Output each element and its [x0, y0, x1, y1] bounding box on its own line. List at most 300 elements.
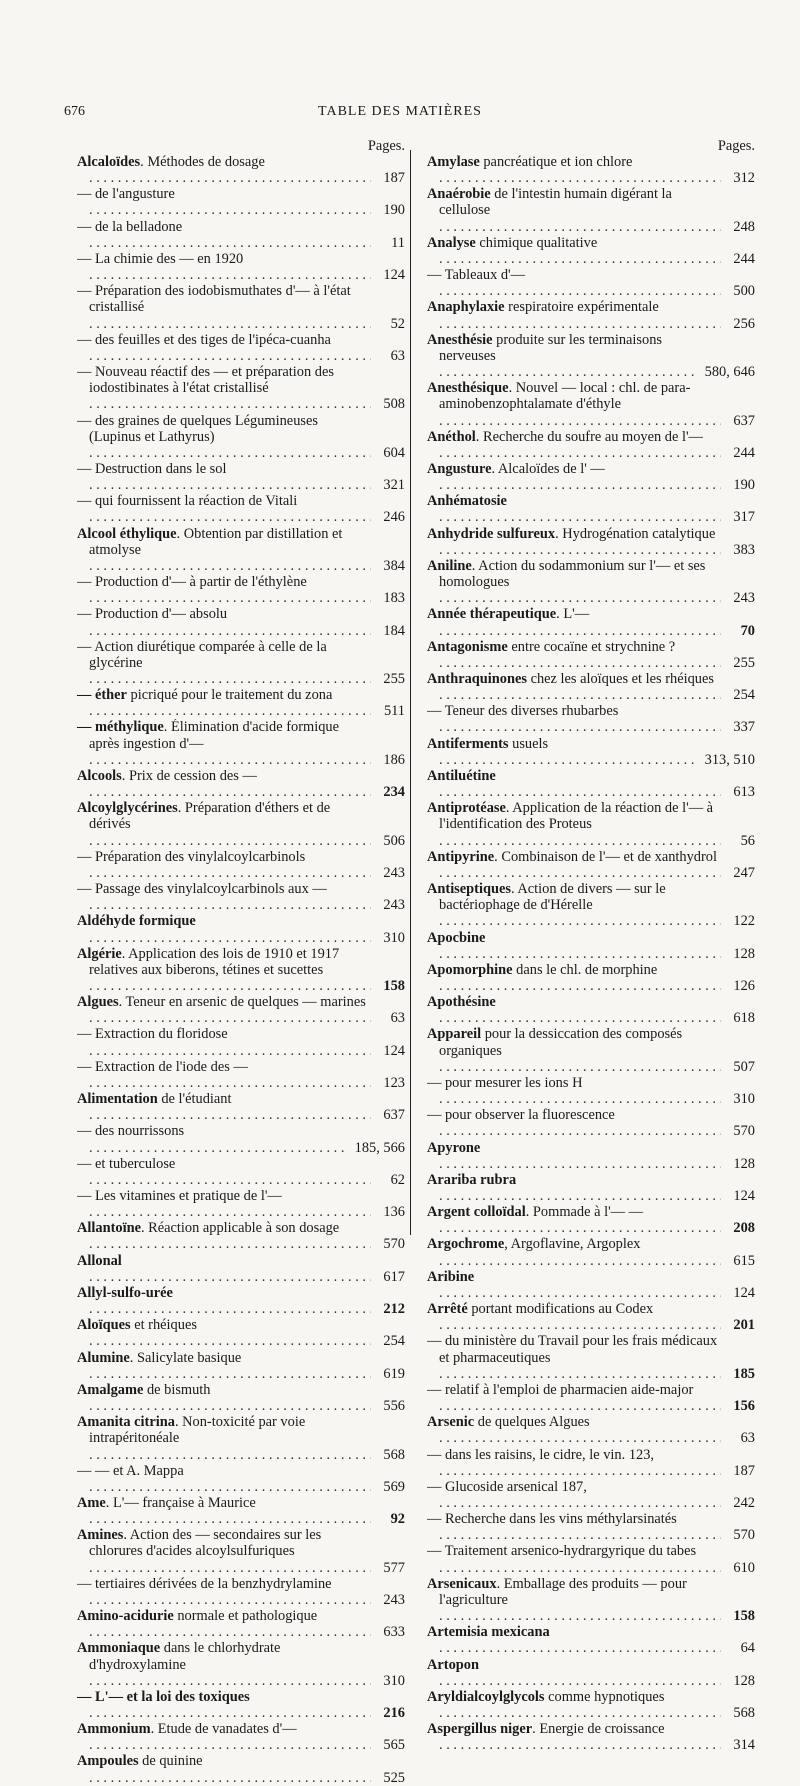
index-entry — [77, 1414, 405, 1462]
entry-heading: Argochrome — [427, 1236, 505, 1253]
entry-heading: Aldéhyde formique — [77, 913, 196, 930]
entry-page-number: 243 — [383, 897, 405, 914]
entry-page-number: 124 — [733, 1284, 755, 1301]
entry-description: . Action des — secondaires sur les chlorures d'acides alcoylsulfuriques — [89, 1527, 322, 1560]
entry-heading: Apomorphine — [427, 961, 513, 978]
entry-description: chez les aloïques et les rhéiques — [526, 671, 714, 687]
index-entry — [77, 687, 405, 719]
entry-description: et rhéiques — [130, 1317, 197, 1334]
entry-heading: Arrêté — [427, 1301, 468, 1318]
entry-page-number: 254 — [383, 1333, 405, 1350]
entry-page-number: 507 — [733, 1058, 755, 1075]
entry-heading: Allantoïne — [77, 1220, 141, 1237]
entry-page-number: 122 — [733, 913, 755, 930]
entry-text — [77, 1495, 371, 1527]
entry-text — [427, 994, 721, 1026]
entry-description: usuels — [508, 735, 549, 752]
entry-list-right — [427, 154, 755, 1753]
entry-page-number: 183 — [383, 590, 405, 607]
entry-text — [77, 687, 371, 719]
entry-description: entre cocaïne et strychnine ? — [507, 638, 676, 655]
entry-text — [427, 1479, 721, 1511]
index-entry — [427, 800, 755, 848]
entry-description: comme hypnotiques — [544, 1688, 665, 1705]
entry-text — [77, 1689, 371, 1721]
index-entry — [427, 1689, 755, 1721]
entry-page-number: 610 — [733, 1559, 755, 1576]
entry-heading: Ammonium — [77, 1721, 151, 1738]
entry-description: — Glucoside arsenical 187, — [427, 1478, 587, 1495]
entry-text — [427, 1333, 721, 1381]
entry-description: de l'intestin humain digérant la cellulose — [439, 186, 672, 219]
entry-page-number: 243 — [383, 864, 405, 881]
entry-page-number: 208 — [733, 1220, 755, 1237]
entry-heading: Argent colloïdal — [427, 1204, 526, 1221]
entry-description: — Nouveau réactif des — et préparation des iodostibinates à l'état cristallisé — [77, 364, 334, 397]
entry-description: — Recherche dans les vins méthylarsinatés — [427, 1511, 677, 1528]
entry-page-number: 64 — [740, 1640, 755, 1657]
entry-text — [427, 1414, 721, 1446]
index-entry — [427, 299, 755, 331]
entry-heading: Apocbine — [427, 929, 486, 946]
index-entry — [427, 332, 755, 380]
entry-text — [427, 1236, 721, 1268]
entry-description: — des nourrissons — [77, 1123, 185, 1140]
index-entry — [77, 1253, 405, 1285]
entry-heading: Analyse — [427, 234, 476, 251]
entry-description: — Production d'— à partir de l'éthylène — [77, 574, 307, 591]
index-entry — [77, 526, 405, 574]
entry-text — [77, 251, 371, 283]
entry-page-number: 556 — [383, 1398, 405, 1415]
index-entry — [77, 251, 405, 283]
entry-heading: Ampoules — [77, 1753, 139, 1770]
entry-page-number: 128 — [733, 945, 755, 962]
entry-text — [77, 1463, 371, 1495]
entry-text — [77, 1640, 371, 1688]
entry-text — [427, 1689, 721, 1721]
entry-text — [427, 267, 721, 299]
entry-heading: Amanita citrina — [77, 1414, 175, 1431]
entry-description: — relatif à l'emploi de pharmacien aide-major — [427, 1381, 694, 1398]
index-entry — [77, 283, 405, 331]
entry-text — [427, 429, 721, 461]
index-entry — [427, 1204, 755, 1236]
entry-heading: Anhématosie — [427, 493, 507, 510]
entry-page-number: 568 — [733, 1705, 755, 1721]
entry-description: . Recherche du soufre au moyen de l'— — [475, 428, 703, 445]
entry-text — [427, 671, 721, 703]
index-entry — [77, 881, 405, 913]
entry-description: . Non-toxicité par voie intrapéritonéale — [89, 1414, 306, 1447]
entry-page-number: 313, 510 — [704, 751, 755, 768]
index-entry — [77, 1350, 405, 1382]
entry-page-number: 243 — [733, 590, 755, 607]
entry-page-number: 618 — [733, 1010, 755, 1027]
index-entry — [77, 719, 405, 767]
entry-description: — de la belladone — [77, 218, 183, 235]
index-entry — [427, 1576, 755, 1624]
entry-page-number: 310 — [383, 929, 405, 946]
index-entry — [77, 1721, 405, 1753]
entry-page-number: 156 — [733, 1398, 755, 1415]
entry-description: — Préparation des vinylalcoylcarbinols — [77, 848, 306, 865]
entry-text — [77, 639, 371, 687]
entry-heading: Amylase — [427, 154, 480, 170]
index-entry — [77, 994, 405, 1026]
index-entry — [77, 1026, 405, 1058]
entry-description: de quelques Algues — [474, 1414, 590, 1431]
entry-description: — qui fournissent la réaction de Vitali — [77, 493, 298, 510]
entry-page-number: 185 — [733, 1365, 755, 1382]
entry-page-number: 11 — [391, 234, 405, 251]
index-entry — [427, 1721, 755, 1753]
entry-heading: Apothésine — [427, 994, 496, 1011]
entry-description: . L'— — [556, 606, 590, 623]
entry-text — [427, 332, 699, 380]
entry-description: — et tuberculose — [77, 1155, 176, 1172]
index-entry — [77, 1220, 405, 1252]
entry-heading: Allonal — [77, 1252, 122, 1269]
entry-page-number: 580, 646 — [704, 364, 755, 381]
entry-text — [77, 1285, 371, 1317]
entry-text — [427, 962, 721, 994]
entry-page-number: 124 — [733, 1188, 755, 1204]
entry-description: . Préparation d'éthers et de dérivés — [89, 800, 331, 833]
index-entry — [77, 493, 405, 525]
entry-description: de bismuth — [143, 1381, 211, 1398]
entry-page-number: 570 — [733, 1123, 755, 1140]
index-entry — [77, 1576, 405, 1608]
entry-page-number: 158 — [733, 1608, 755, 1625]
index-entry — [77, 639, 405, 687]
entry-text — [427, 1721, 721, 1753]
index-entry — [77, 1123, 405, 1155]
entry-heading: Arariba rubra — [427, 1171, 517, 1188]
entry-description: — Production d'— absolu — [77, 606, 228, 623]
entry-description: — des feuilles et des tiges de l'ipéca-cuanha — [77, 331, 331, 348]
index-entry — [427, 267, 755, 299]
entry-page-number: 184 — [383, 622, 405, 639]
entry-page-number: 247 — [733, 864, 755, 881]
entry-page-number: 187 — [383, 170, 405, 187]
entry-page-number: 56 — [740, 832, 755, 849]
entry-text — [427, 493, 721, 525]
entry-page-number: 383 — [733, 541, 755, 558]
entry-text — [77, 946, 371, 994]
entry-text — [77, 1188, 371, 1220]
entry-page-number: 246 — [383, 509, 405, 526]
entry-heading: Algérie — [77, 945, 122, 962]
entry-description: — Extraction du floridose — [77, 1026, 228, 1043]
entry-description: normale et pathologique — [173, 1608, 318, 1625]
entry-heading: Anaérobie — [427, 186, 491, 203]
index-entry — [427, 1543, 755, 1575]
entry-page-number: 123 — [383, 1074, 405, 1091]
entry-heading: Aloïques — [77, 1317, 131, 1334]
entry-description: respiratoire expérimentale — [504, 299, 659, 316]
entry-heading: Alcool éthylique — [77, 525, 177, 542]
entry-text — [427, 768, 721, 800]
entry-text — [427, 461, 721, 493]
entry-list-left — [77, 154, 405, 1786]
entry-text — [427, 736, 699, 768]
entry-description: . Obtention par distillation et atmolyse — [89, 525, 343, 558]
index-entry — [427, 1624, 755, 1656]
entry-description: . Emballage des produits — pour l'agriculture — [439, 1575, 687, 1608]
entry-page-number: 613 — [733, 784, 755, 801]
index-entry — [427, 1414, 755, 1446]
index-entry — [427, 606, 755, 638]
entry-page-number: 570 — [733, 1527, 755, 1544]
index-entry — [427, 1269, 755, 1301]
index-entry — [77, 1495, 405, 1527]
entry-text — [77, 1414, 371, 1462]
entry-text — [427, 606, 721, 638]
entry-description: — pour mesurer les ions H — [427, 1074, 583, 1091]
entry-description: — Les vitamines et pratique de l'— — [77, 1188, 282, 1204]
entry-text — [77, 1721, 371, 1753]
entry-description: . Pommade à l'— — — [525, 1204, 644, 1221]
entry-text — [427, 639, 721, 671]
entry-text — [77, 526, 371, 574]
entry-page-number: 506 — [383, 832, 405, 849]
index-entry — [77, 1382, 405, 1414]
entry-text — [427, 1172, 721, 1204]
index-entry — [427, 1447, 755, 1479]
entry-heading: Antiseptiques — [427, 881, 511, 898]
entry-description: . Réaction applicable à son dosage — [140, 1220, 340, 1237]
index-entry — [427, 1479, 755, 1511]
entry-text — [427, 1657, 721, 1689]
entry-text — [427, 154, 721, 186]
index-entry — [77, 1059, 405, 1091]
entry-description: . Hydrogénation catalytique — [555, 525, 716, 542]
entry-text — [77, 800, 371, 848]
entry-heading: Antiprotéase — [427, 800, 506, 817]
entry-page-number: 310 — [733, 1091, 755, 1108]
entry-text — [427, 186, 721, 234]
entry-page-number: 565 — [383, 1737, 405, 1754]
entry-description: de quinine — [138, 1753, 203, 1770]
index-entry — [77, 1463, 405, 1495]
entry-description: — Traitement arsenico-hydrargyrique du tabes — [427, 1543, 697, 1560]
index-column-right — [427, 138, 755, 1753]
entry-page-number: 190 — [733, 477, 755, 494]
index-entry — [77, 1285, 405, 1317]
entry-description: . Action du sodammonium sur l'— et ses homologues — [439, 557, 706, 591]
entry-heading: Antiluétine — [427, 767, 496, 784]
entry-text — [427, 800, 721, 848]
entry-text — [77, 1608, 371, 1640]
entry-page-number: 185, 566 — [354, 1139, 405, 1156]
entry-page-number: 615 — [733, 1252, 755, 1269]
entry-description: , Argoflavine, Argoplex — [504, 1236, 641, 1253]
entry-heading: Antiferments — [427, 735, 509, 752]
index-entry — [427, 526, 755, 558]
page-number: 676 — [64, 104, 85, 119]
entry-text — [77, 1317, 371, 1349]
entry-page-number: 511 — [383, 703, 405, 720]
entry-page-number: 124 — [383, 1042, 405, 1059]
entry-description: . Application de la réaction de l'— à l'identification des Proteus — [439, 800, 714, 833]
entry-text — [77, 849, 371, 881]
entry-description: — Destruction dans le sol — [77, 460, 227, 477]
entry-heading: Amino-acidurie — [77, 1608, 174, 1625]
entry-description: . L'— française à Maurice — [105, 1494, 256, 1511]
entry-text — [427, 558, 721, 606]
index-entry — [427, 736, 755, 768]
index-entry — [427, 461, 755, 493]
entry-description: — Préparation des iodobismuthates d'— à l'état cristallisé — [77, 283, 351, 316]
entry-text — [77, 219, 371, 251]
entry-description: . Teneur en arsenic de quelques — marines — [118, 994, 366, 1011]
index-entry — [427, 1026, 755, 1074]
entry-heading: Alimentation — [77, 1091, 158, 1108]
entry-heading: Arsenicaux — [427, 1575, 497, 1592]
entry-text — [427, 1301, 721, 1333]
index-entry — [427, 703, 755, 735]
entry-text — [77, 994, 371, 1026]
entry-page-number: 126 — [733, 977, 755, 994]
entry-text — [427, 1576, 721, 1624]
entry-page-number: 186 — [383, 751, 405, 768]
entry-description: . Application des lois de 1910 et 1917 relatives aux biberons, tétines et sucettes — [89, 945, 340, 978]
entry-page-number: 244 — [733, 444, 755, 461]
entry-text — [77, 1350, 371, 1382]
entry-description: — Passage des vinylalcoylcarbinols aux — — [77, 881, 327, 898]
entry-text — [427, 703, 721, 735]
entry-page-number: 619 — [383, 1365, 405, 1382]
index-entry — [77, 849, 405, 881]
entry-text — [427, 1382, 721, 1414]
entry-text — [427, 299, 721, 331]
entry-page-number: 216 — [383, 1705, 405, 1721]
entry-heading: Algues — [77, 994, 119, 1011]
entry-text — [427, 1543, 721, 1575]
entry-heading: Anesthésie — [427, 331, 493, 348]
page-header — [64, 104, 736, 124]
index-entry — [77, 913, 405, 945]
entry-text — [427, 1107, 721, 1139]
index-entry — [77, 768, 405, 800]
entry-page-number: 63 — [390, 347, 405, 364]
entry-page-number: 637 — [383, 1107, 405, 1124]
entry-text — [77, 913, 371, 945]
pages-column-label: Pages. — [367, 138, 405, 154]
index-entry — [427, 1382, 755, 1414]
entry-description: — Tableaux d'— — [427, 267, 526, 284]
entry-text — [77, 332, 371, 364]
entry-heading: Aribine — [427, 1268, 475, 1285]
entry-text — [427, 380, 721, 428]
entry-heading: Ame — [77, 1494, 106, 1511]
entry-text — [77, 1123, 349, 1155]
index-entry — [427, 962, 755, 994]
entry-page-number: 248 — [733, 218, 755, 235]
entry-page-number: 70 — [740, 622, 755, 639]
entry-heading: Anéthol — [427, 428, 476, 445]
entry-page-number: 201 — [733, 1317, 755, 1334]
index-entry — [427, 1140, 755, 1172]
entry-page-number: 569 — [383, 1478, 405, 1495]
entry-page-number: 243 — [383, 1591, 405, 1608]
entry-page-number: 244 — [733, 250, 755, 267]
index-entry — [427, 1301, 755, 1333]
index-entry — [77, 1527, 405, 1575]
index-entry — [427, 930, 755, 962]
entry-heading: Aniline — [427, 557, 472, 574]
entry-heading: Anaphylaxie — [427, 299, 505, 316]
index-entry — [427, 994, 755, 1026]
entry-page-number: 617 — [383, 1268, 405, 1285]
entry-text — [77, 364, 371, 412]
entry-heading: Anhydride sulfureux — [427, 525, 556, 542]
entry-heading: Alcoylglycérines — [77, 800, 178, 817]
index-entry — [77, 1091, 405, 1123]
entry-description: — tertiaires dérivées de la benzhydrylamine — [77, 1575, 332, 1592]
entry-page-number: 637 — [733, 412, 755, 429]
index-entry — [77, 1317, 405, 1349]
entry-heading: — éther — [77, 687, 127, 704]
entry-description: — Extraction de l'iode des — — [77, 1058, 248, 1075]
index-entry — [427, 849, 755, 881]
index-entry — [427, 186, 755, 234]
entry-text — [427, 1447, 721, 1479]
entry-text — [77, 1156, 371, 1188]
entry-description: . Alcaloïdes de l' — — [491, 460, 605, 477]
entry-heading: Amalgame — [77, 1381, 144, 1398]
entry-text — [77, 186, 371, 218]
index-entry — [77, 461, 405, 493]
entry-text — [427, 235, 721, 267]
entry-heading: Apyrone — [427, 1139, 481, 1156]
entry-page-number: 384 — [383, 557, 405, 574]
entry-text — [77, 606, 371, 638]
entry-description: . Etude de vanadates d'— — [150, 1721, 297, 1738]
entry-page-number: 128 — [733, 1672, 755, 1689]
index-entry — [77, 413, 405, 461]
entry-heading: Antagonisme — [427, 638, 508, 655]
entry-page-number: 234 — [383, 784, 405, 801]
entry-description: pour la dessiccation des composés organiques — [439, 1026, 683, 1059]
index-entry — [427, 671, 755, 703]
entry-heading: Artopon — [427, 1656, 479, 1673]
index-entry — [427, 1107, 755, 1139]
index-entry — [77, 219, 405, 251]
pages-column-label: Pages. — [717, 138, 755, 154]
entry-heading: Antipyrine — [427, 848, 495, 865]
index-entry — [77, 1689, 405, 1721]
index-entry — [427, 639, 755, 671]
entry-page-number: 255 — [383, 671, 405, 687]
index-entry — [77, 154, 405, 186]
entry-description: . Energie de croissance — [532, 1721, 665, 1738]
entry-text — [77, 283, 371, 331]
entry-text — [77, 574, 371, 606]
entry-text — [77, 881, 371, 913]
entry-page-number: 124 — [383, 267, 405, 284]
entry-page-number: 525 — [383, 1769, 405, 1786]
entry-text — [77, 493, 371, 525]
entry-page-number: 568 — [383, 1446, 405, 1463]
entry-description: dans le chl. de morphine — [512, 961, 658, 978]
index-entry — [427, 768, 755, 800]
index-entry — [427, 1172, 755, 1204]
index-entry — [77, 332, 405, 364]
index-entry — [77, 606, 405, 638]
entry-heading: Anesthésique — [427, 380, 509, 397]
